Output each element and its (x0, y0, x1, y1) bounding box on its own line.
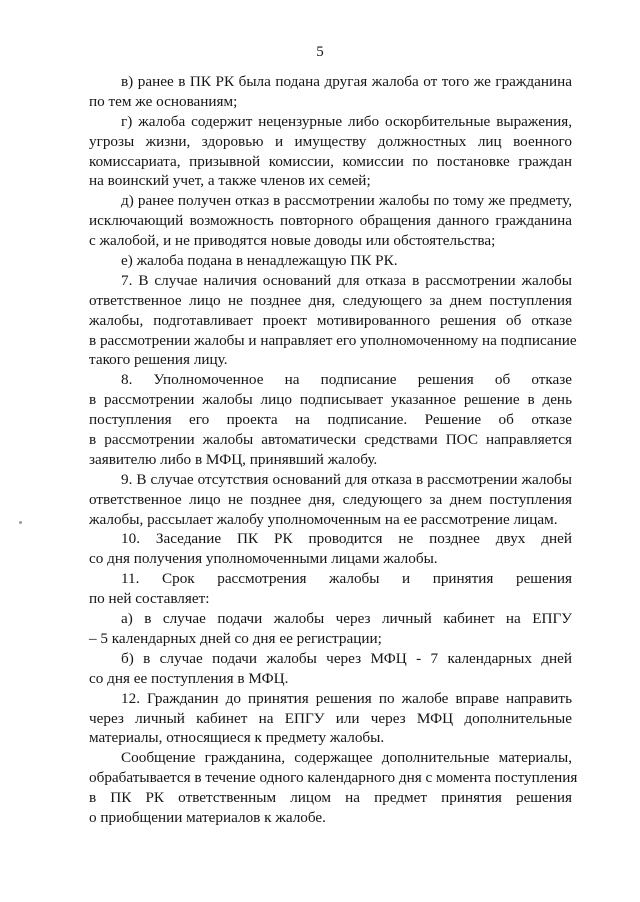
text-line: 10. Заседание ПК РК проводится не позднее двух дней (121, 530, 572, 548)
text-line: г) жалоба содержит нецензурные либо оскорбительные выражения, (121, 112, 572, 130)
text-line: а) в случае подачи жалобы через личный кабинет на ЕПГУ (121, 610, 572, 628)
text-line: е) жалоба подана в ненадлежащую ПК РК. (121, 252, 398, 270)
paragraph (89, 529, 572, 569)
text-line: жалобы, подготавливает проект мотивированного решения об отказе (89, 311, 572, 329)
paragraph (89, 649, 572, 689)
page-number: 5 (316, 44, 324, 60)
paragraph (89, 370, 572, 469)
paragraph (89, 251, 572, 271)
text-line: 8. Уполномоченное на подписание решения об отказе (121, 371, 572, 389)
paragraph (89, 569, 572, 609)
text-line: б) в случае подачи жалобы через МФЦ - 7 календарных дней (121, 649, 572, 667)
paragraph (89, 112, 572, 192)
text-line: по тем же основаниям; (89, 92, 238, 110)
text-line: обрабатывается в течение одного календарного дня с момента поступления (89, 769, 578, 787)
document-body (89, 72, 578, 828)
paragraph (89, 271, 577, 370)
paragraph (89, 748, 578, 828)
paragraph (89, 609, 572, 649)
text-line: такого решения лицу. (89, 351, 228, 369)
text-line: 11. Срок рассмотрения жалобы и принятия решения (121, 570, 572, 588)
text-line: 9. В случае отсутствия оснований для отказа в рассмотрении жалобы (121, 470, 572, 488)
paragraph (89, 72, 572, 112)
paragraph (89, 470, 572, 530)
text-line: д) ранее получен отказ в рассмотрении жалобы по тому же предмету, (121, 192, 572, 210)
text-line: в) ранее в ПК РК была подана другая жалоба от того же гражданина (121, 73, 572, 90)
text-line: 7. В случае наличия оснований для отказа в рассмотрении жалобы (121, 271, 572, 289)
text-line: с жалобой, и не приводятся новые доводы или обстоятельства; (89, 232, 496, 250)
text-line: Сообщение гражданина, содержащее дополнительные материалы, (121, 749, 572, 767)
text-line: ответственное лицо не позднее дня, следующего за днем поступления (89, 490, 572, 508)
text-line: угрозы жизни, здоровью и имуществу должностных лиц военного (89, 132, 572, 150)
text-line: через личный кабинет на ЕПГУ или через МФЦ дополнительные (89, 709, 572, 727)
paragraph (89, 689, 572, 749)
text-line: в ПК РК ответственным лицом на предмет принятия решения (89, 789, 572, 807)
paragraph (89, 191, 572, 251)
text-line: ответственное лицо не позднее дня, следующего за днем поступления (89, 291, 572, 309)
text-line: заявителю либо в МФЦ, принявший жалобу. (89, 450, 378, 468)
text-line: в рассмотрении жалобы лицо подписывает указанное решение в день (89, 391, 572, 409)
text-line: по ней составляет: (89, 590, 210, 608)
text-line: в рассмотрении жалобы автоматически средствами ПОС направляется (89, 431, 572, 449)
text-line: поступления его проекта на подписание. Решение об отказе (89, 411, 572, 429)
text-line: 12. Гражданин до принятия решения по жалобе вправе направить (121, 689, 572, 707)
text-line: – 5 календарных дней со дня ее регистрации; (89, 629, 382, 647)
text-line: на воинский учет, а также членов их семей; (89, 172, 371, 190)
text-line: в рассмотрении жалобы и направляет его уполномоченному на подписание (89, 331, 577, 349)
text-line: исключающий возможность повторного обращения данного гражданина (89, 212, 572, 230)
scan-speck (19, 521, 22, 524)
text-line: комиссариата, призывной комиссии, комиссии по постановке граждан (89, 152, 572, 170)
text-line: жалобы, рассылает жалобу уполномоченным на ее рассмотрение лицам. (89, 510, 558, 528)
text-line: материалы, относящиеся к предмету жалобы. (89, 729, 385, 747)
text-line: со дня ее поступления в МФЦ. (89, 669, 289, 687)
text-line: со дня получения уполномоченными лицами жалобы. (89, 550, 438, 568)
text-line: о приобщении материалов к жалобе. (89, 808, 326, 826)
